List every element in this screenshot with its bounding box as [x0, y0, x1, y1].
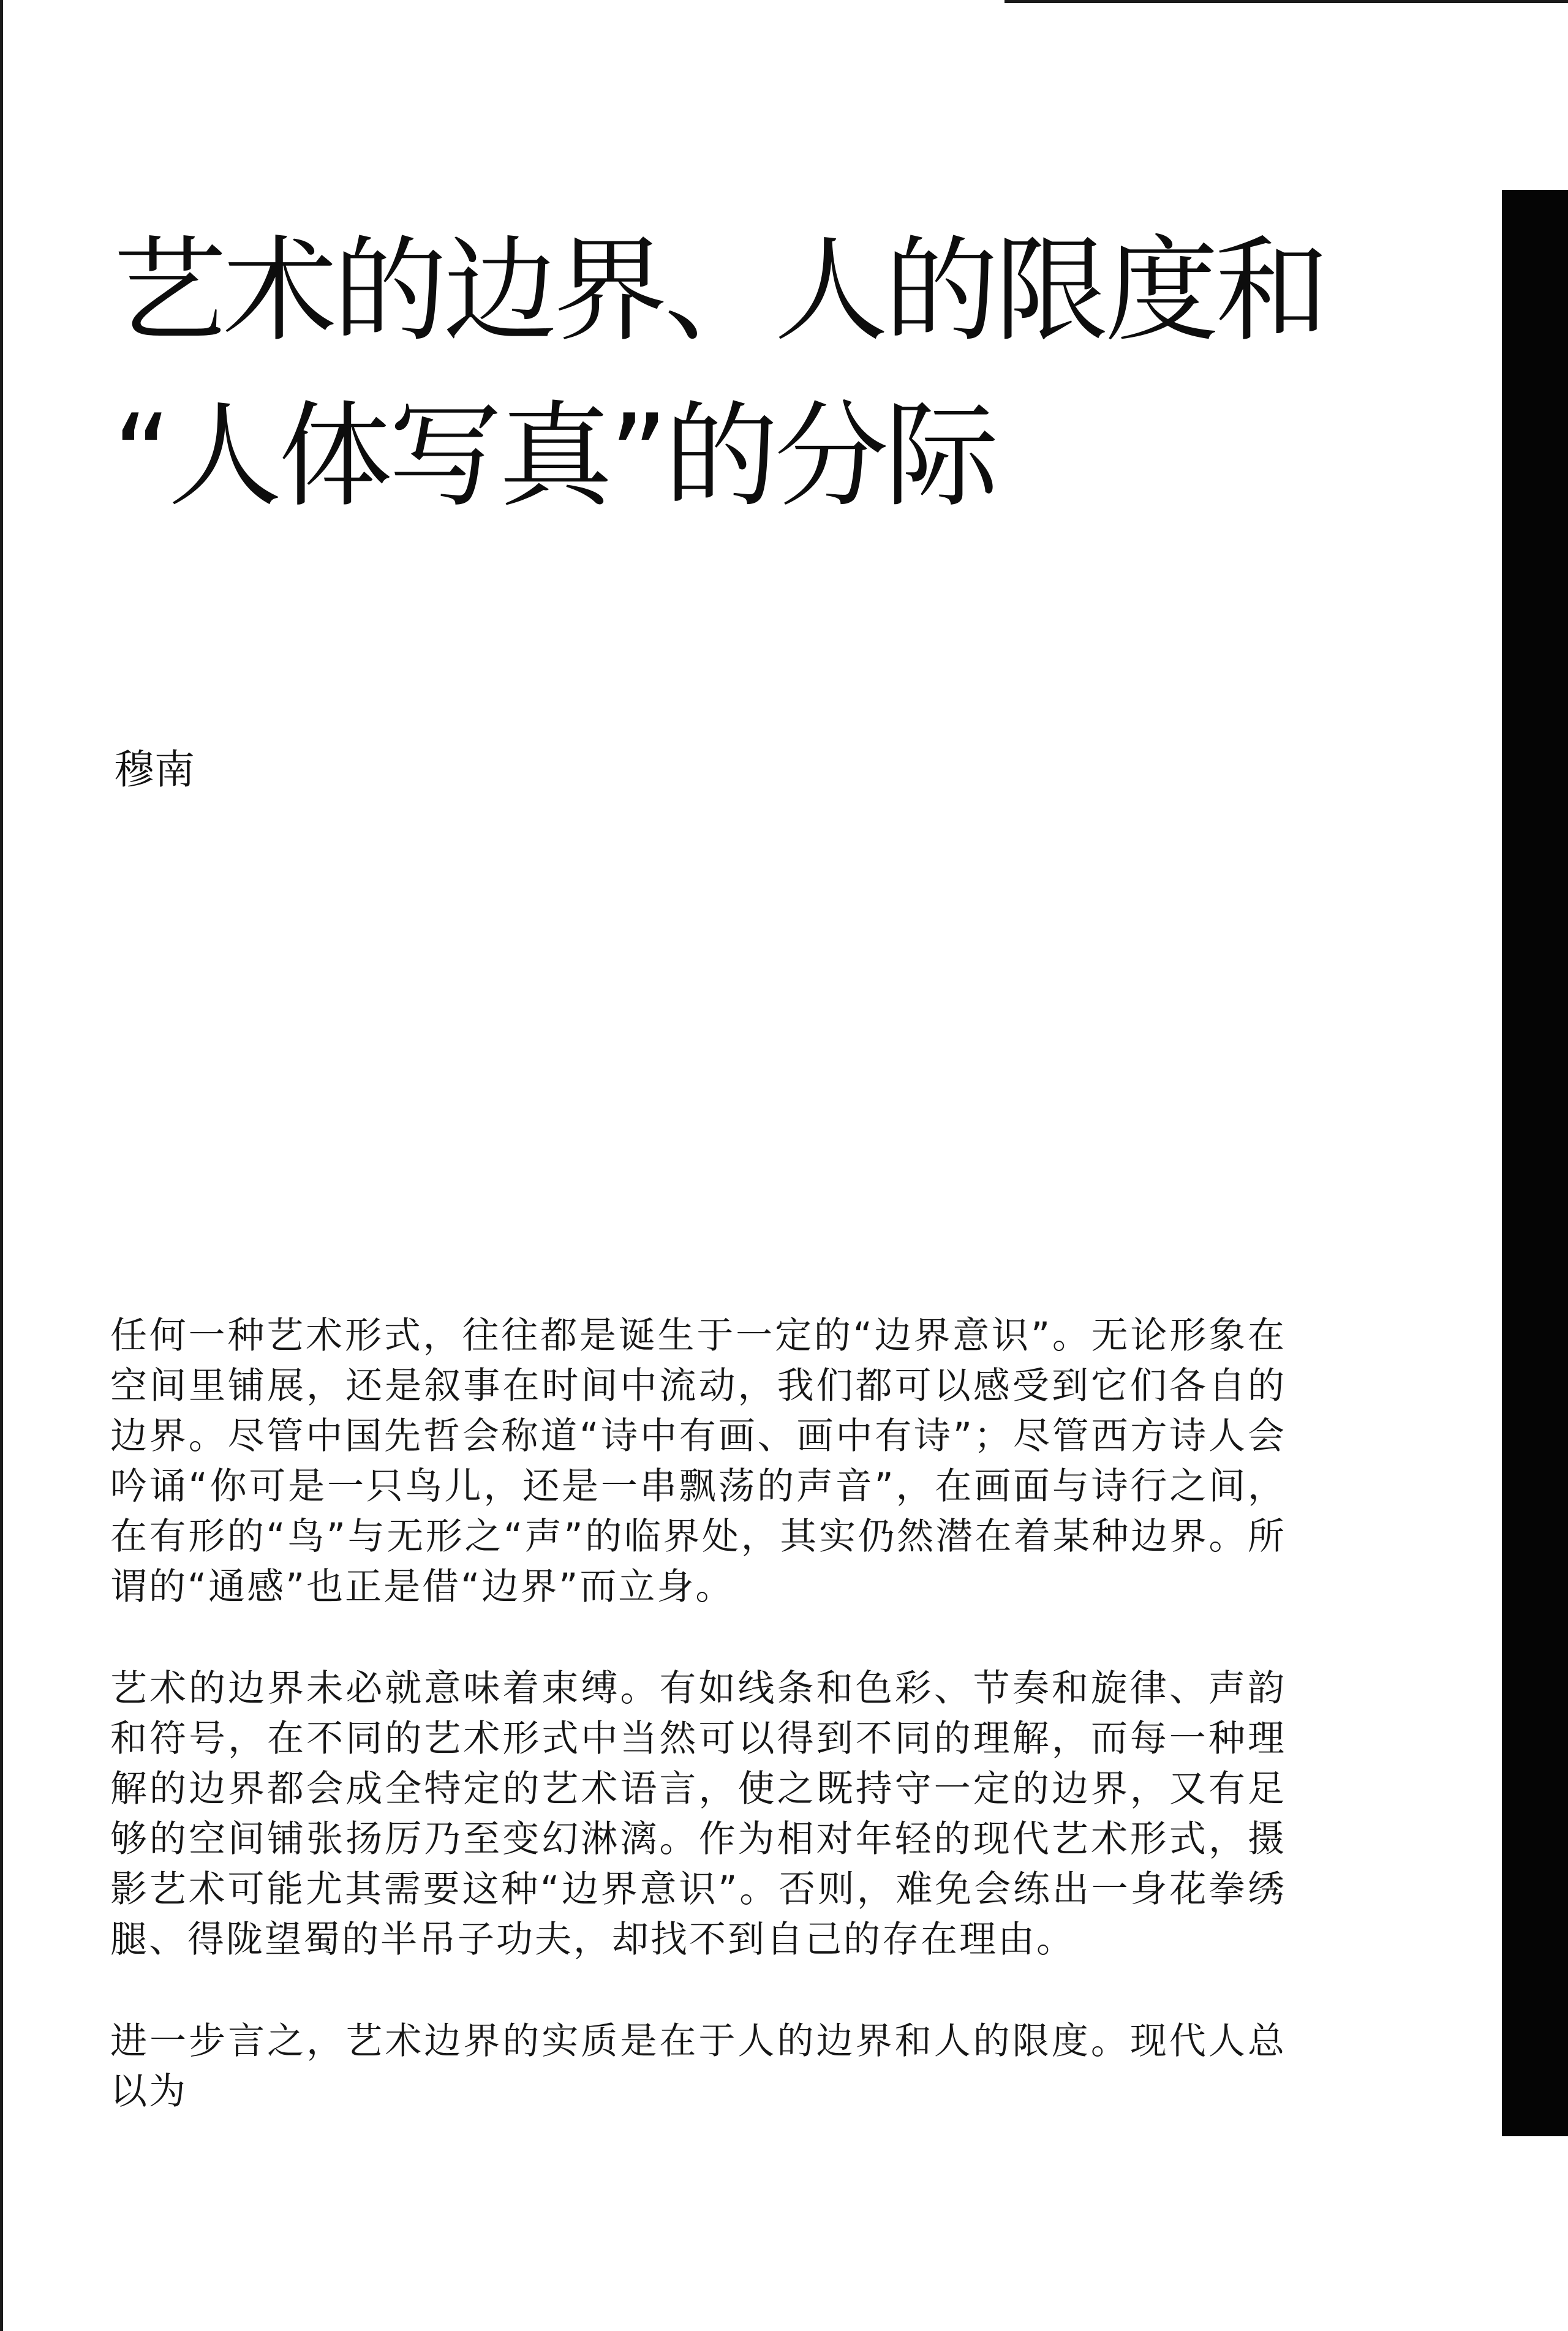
page-edge-black-bar	[1502, 190, 1568, 2136]
page-top-edge-rule	[1005, 0, 1568, 3]
article-title-line-1: 艺术的边界、人的限度和	[113, 224, 1326, 357]
article-title-line-2: “人体写真”的分际	[113, 390, 995, 522]
page-left-edge-rule	[0, 0, 3, 2331]
body-paragraph-2: 艺术的边界未必就意味着束缚。有如线条和色彩、节奏和旋律、声韵和符号，在不同的艺术形式中当然可以得到不同的理解，而每一种理解的边界都会成全特定的艺术语言，使之既持守一定的边界，又有足够的空间铺张扬厉乃至变幻淋漓。作为相对年轻的现代艺术形式，摄影艺术可能尤其需要这种“边界意识”。否则，难免会练出一身花拳绣腿、得陇望蜀的半吊子功夫，却找不到自己的存在理由。	[110, 1667, 1286, 1961]
body-paragraph-1: 任何一种艺术形式，往往都是诞生于一定的“边界意识”。无论形象在空间里铺展，还是叙事在时间中流动，我们都可以感受到它们各自的边界。尽管中国先哲会称道“诗中有画、画中有诗”；尽管西方诗人会吟诵“你可是一只鸟儿，还是一串飘荡的声音”，在画面与诗行之间，在有形的“鸟”与无形之“声”的临界处，其实仍然潜在着某种边界。所谓的“通感”也正是借“边界”而立身。	[110, 1314, 1286, 1608]
article-author: 穆南	[114, 746, 195, 793]
article-body	[110, 1311, 1286, 2117]
body-paragraph-3: 进一步言之，艺术边界的实质是在于人的边界和人的限度。现代人总以为	[110, 2020, 1286, 2113]
article-title	[113, 208, 1460, 539]
